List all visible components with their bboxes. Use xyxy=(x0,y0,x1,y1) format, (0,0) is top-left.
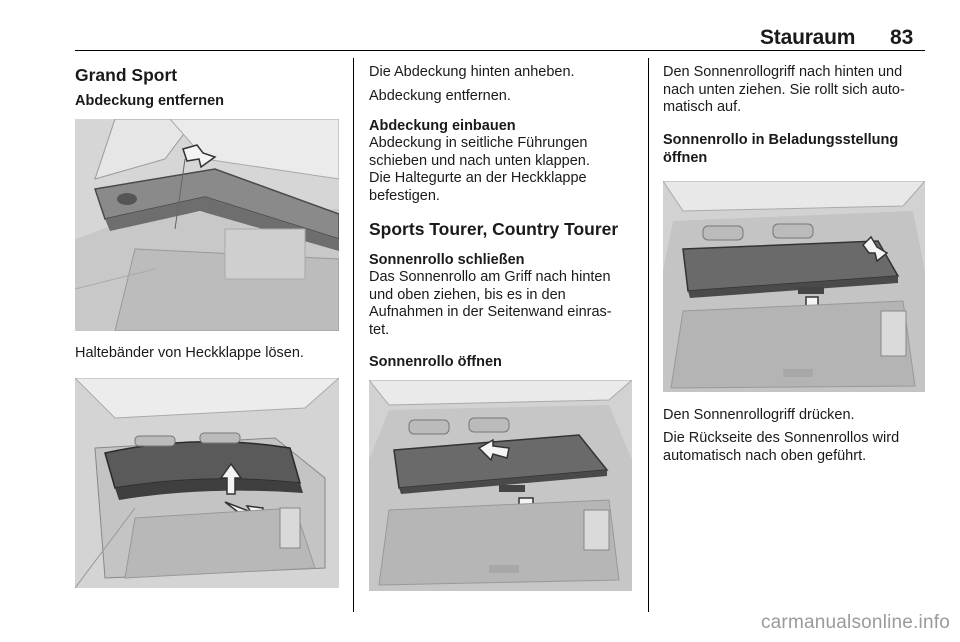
paragraph-einbauen-line-2: schieben und nach unten klappen. xyxy=(369,152,590,169)
paragraph-rueckseite-line-1: Die Rückseite des Sonnenrollos wird xyxy=(663,430,900,446)
paragraph-schliessen-line-1: Das Sonnenrollo am Griff nach hinten xyxy=(369,269,611,285)
caption-haltebaender: Haltebänder von Heckklappe lösen. xyxy=(75,345,304,361)
figure-cover-straps xyxy=(75,378,339,588)
paragraph-schliessen-line-2: und oben ziehen, bis es in den xyxy=(369,286,566,303)
subheading-beladungsstellung-line-2: öffnen xyxy=(663,149,708,166)
figure-cover-removal xyxy=(75,119,339,331)
page-number: 83 xyxy=(890,26,914,49)
paragraph-rueckseite-line-2: automatisch nach oben geführt. xyxy=(663,447,867,464)
figure-sunblind-loading xyxy=(663,181,925,392)
column-2 xyxy=(369,64,634,591)
column-divider-2 xyxy=(648,58,649,612)
paragraph-einbauen-line-4: befestigen. xyxy=(369,187,440,204)
subheading-abdeckung-entfernen: Abdeckung entfernen xyxy=(75,93,225,109)
subheading-abdeckung-einbauen: Abdeckung einbauen xyxy=(369,118,516,134)
watermark: carmanualsonline.info xyxy=(760,612,950,633)
page-title: Stauraum xyxy=(760,26,856,49)
sunblind-open-illustration xyxy=(369,380,632,591)
cover-straps-illustration xyxy=(75,378,339,588)
paragraph-griff-line-3: matisch auf. xyxy=(663,99,742,115)
subheading-sonnenrollo-schliessen: Sonnenrollo schließen xyxy=(369,252,525,268)
paragraph-griff-line-2: nach unten ziehen. Sie rollt sich auto- xyxy=(663,81,905,98)
paragraph-abdeckung-entfernen: Abdeckung entfernen. xyxy=(369,87,511,104)
column-divider-1 xyxy=(353,58,354,612)
subheading-beladungsstellung-line-1: Sonnenrollo in Beladungsstellung xyxy=(663,131,899,148)
paragraph-abdeckung-anheben: Die Abdeckung hinten anheben. xyxy=(369,64,575,80)
subheading-sonnenrollo-oeffnen: Sonnenrollo öffnen xyxy=(369,354,502,370)
section-heading-sports-tourer: Sports Tourer, Country Tourer xyxy=(369,219,619,239)
paragraph-schliessen-line-4: tet. xyxy=(369,321,390,338)
cover-removal-illustration xyxy=(75,119,339,331)
paragraph-schliessen-line-3: Aufnahmen in der Seitenwand einras- xyxy=(369,304,612,320)
paragraph-griff-druecken: Den Sonnenrollogriff drücken. xyxy=(663,406,855,423)
column-3 xyxy=(663,64,927,465)
sunblind-loading-illustration xyxy=(663,181,925,392)
column-1 xyxy=(75,64,339,588)
paragraph-griff-line-1: Den Sonnenrollogriff nach hinten und xyxy=(663,64,903,80)
figure-sunblind-open xyxy=(369,380,632,591)
section-heading-grand-sport: Grand Sport xyxy=(75,65,178,85)
paragraph-einbauen-line-1: Abdeckung in seitliche Führungen xyxy=(369,135,588,151)
paragraph-einbauen-line-3: Die Haltegurte an der Heckklappe xyxy=(369,170,587,186)
header-rule xyxy=(75,50,925,51)
